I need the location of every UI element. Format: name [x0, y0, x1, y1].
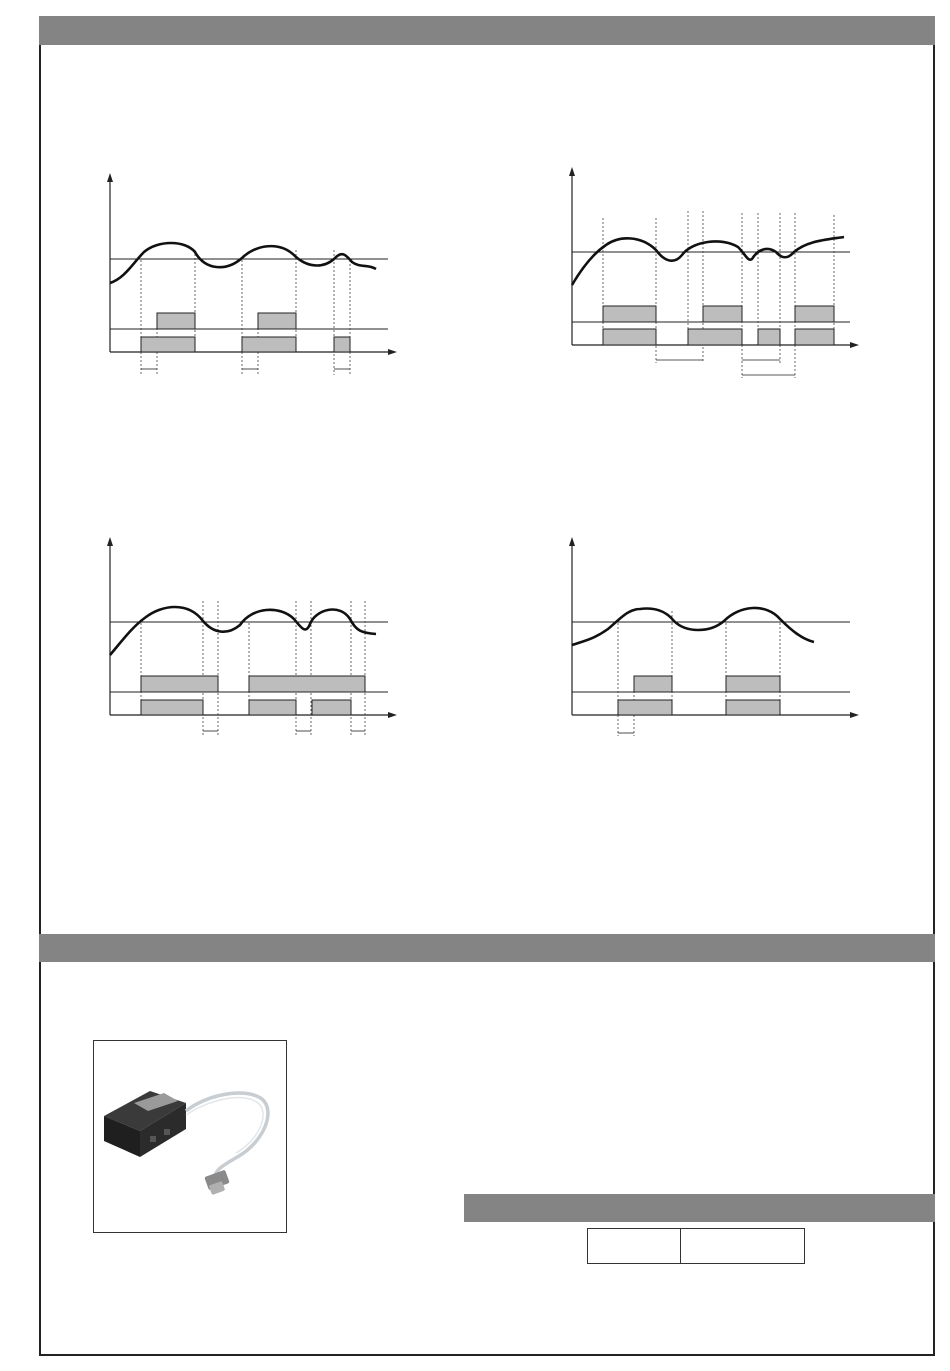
output-pulse-upper — [795, 306, 834, 322]
output-pulse-lower — [688, 329, 742, 345]
output-pulse-upper — [157, 313, 195, 329]
y-axis-arrow — [569, 537, 575, 546]
x-axis-arrow — [388, 349, 397, 355]
output-pulse-upper — [634, 676, 672, 692]
section-header-band — [39, 934, 935, 962]
output-pulse-upper — [603, 306, 656, 322]
output-pulse-lower — [141, 700, 203, 715]
process-value-curve — [572, 237, 844, 285]
output-pulse-lower — [141, 337, 195, 352]
process-value-curve — [572, 608, 814, 645]
output-pulse-lower — [618, 700, 672, 715]
interface-module-photo-icon — [94, 1041, 286, 1232]
frame-left — [39, 16, 41, 1356]
process-value-curve — [110, 243, 376, 283]
output-pulse-lower — [312, 700, 351, 715]
diagram-bottom-right — [562, 533, 862, 738]
section-header-band — [39, 16, 935, 45]
output-pulse-lower — [795, 329, 834, 345]
output-pulse-lower — [249, 700, 296, 715]
output-pulse-lower — [726, 700, 780, 715]
frame-right — [933, 16, 935, 1356]
output-pulse-upper — [703, 306, 742, 322]
output-pulse-upper — [726, 676, 780, 692]
y-axis-arrow — [107, 537, 113, 546]
order-table — [587, 1228, 805, 1264]
order-header-band — [464, 1194, 935, 1222]
diagram-top-right — [562, 163, 862, 383]
output-pulse-lower — [334, 337, 350, 352]
diagram-bottom-left — [100, 533, 400, 738]
product-photo-frame — [93, 1040, 287, 1233]
diagram-top-left — [100, 170, 400, 375]
output-pulse-upper — [141, 676, 218, 692]
output-pulse-lower — [242, 337, 296, 352]
y-axis-arrow — [569, 167, 575, 176]
output-pulse-lower — [603, 329, 656, 345]
output-pulse-lower — [758, 329, 780, 345]
x-axis-arrow — [388, 712, 397, 718]
y-axis-arrow — [107, 173, 113, 182]
order-table-divider — [680, 1229, 681, 1263]
x-axis-arrow — [850, 712, 859, 718]
output-pulse-upper — [258, 313, 296, 329]
x-axis-arrow — [850, 342, 859, 348]
output-pulse-upper — [249, 676, 365, 692]
frame-bottom — [39, 1354, 935, 1356]
process-value-curve — [110, 607, 376, 655]
